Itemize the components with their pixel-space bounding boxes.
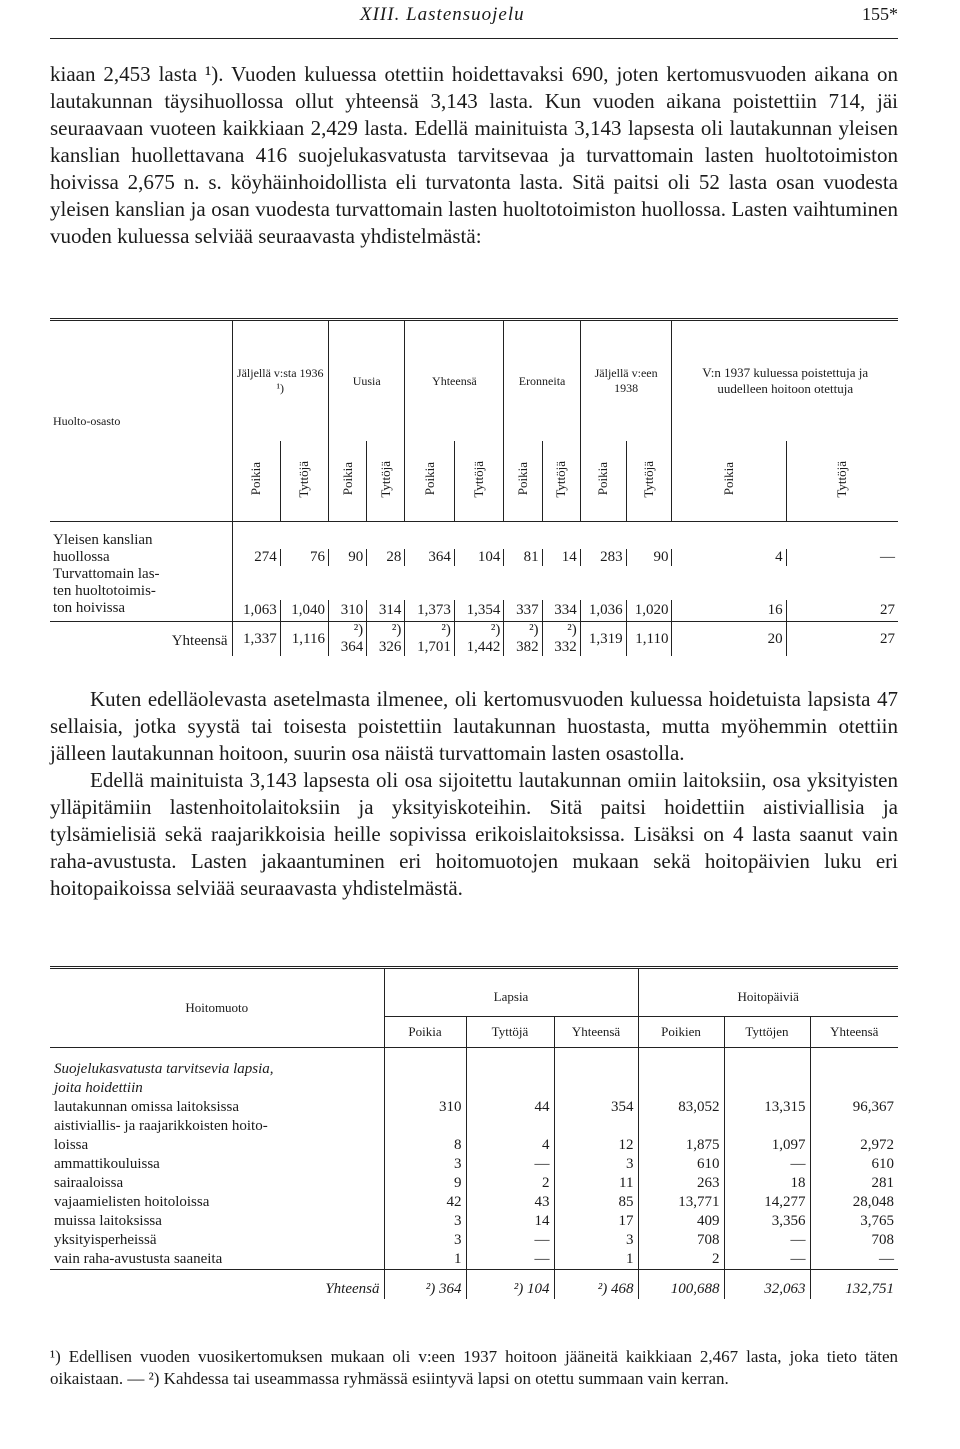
row-label: yksityisperheissä (54, 1232, 157, 1248)
table-row (50, 1155, 898, 1174)
cell: 3 (384, 1212, 466, 1231)
cell: 13,771 (638, 1193, 724, 1212)
cell: 263 (638, 1174, 724, 1193)
cell: ²) 364 (328, 622, 366, 657)
table-row (50, 566, 898, 583)
cell: 100,688 (638, 1270, 724, 1300)
table-row (50, 583, 898, 600)
cell: 1,063 (232, 600, 280, 622)
sub-header-tyttoja: Tyttöjä (834, 460, 850, 498)
total-label: Yhteensä (171, 632, 228, 649)
sub-header: Poikien (638, 1017, 724, 1048)
cell: 337 (504, 600, 542, 622)
cell: 4 (466, 1136, 554, 1155)
row-label: vain raha-avustusta saaneita (54, 1251, 223, 1267)
cell: 20 (672, 622, 786, 657)
cell: 1,319 (580, 622, 626, 657)
cell: 2,972 (810, 1136, 898, 1155)
middle-text (50, 686, 898, 902)
table-row (50, 1136, 898, 1155)
cell: 3 (554, 1231, 638, 1250)
table-total-row (50, 622, 898, 657)
table-row (50, 522, 898, 550)
sub-header: Yhteensä (554, 1017, 638, 1048)
sub-header-poikia: Poikia (514, 462, 530, 496)
cell: ²) 1,701 (405, 622, 454, 657)
cell: — (466, 1250, 554, 1270)
table-row (50, 549, 898, 566)
cell: 17 (554, 1212, 638, 1231)
cell: 1,097 (724, 1136, 810, 1155)
row-label: huollossa (53, 549, 110, 565)
cell: 76 (280, 549, 328, 566)
cell: 334 (542, 600, 580, 622)
cell: ²) 326 (367, 622, 405, 657)
cell: — (466, 1155, 554, 1174)
cell: 283 (580, 549, 626, 566)
row-label: vajaamielisten hoitoloissa (54, 1194, 210, 1210)
sub-header-poikia: Poikia (721, 462, 737, 496)
cell: 1,373 (405, 600, 454, 622)
sub-header-tyttoja: Tyttöjä (296, 460, 312, 498)
cell: 28 (367, 549, 405, 566)
row-label: ton hoivissa (53, 600, 126, 616)
cell: 409 (638, 1212, 724, 1231)
paragraph-1: kiaan 2,453 lasta ¹). Vuoden kuluessa otettiin hoidettavaksi 690, joten kertomusvuoden aikana on lautakunnan täysihuollossa ollut yhteensä 3,143 lasta. Kun vuoden aikana poistettiin 714, jäi seuraavaan vuoteen kaikkiaan 2,429 lasta. Edellä mainituista 3,143 lapsesta oli lautakunnan yleisen kanslian huollettavana 416 suojelukasvatusta tarvitsevaa ja turvattomain lasten huoltotoimiston hoivissa 2,675 n. s. köyhäinhoidollista eli turvatonta lasta. Sitä paitsi oli 52 lasta osan vuodesta yleisen kanslian ja osan vuodesta turvattomain lasten huoltotoimiston huollossa. Lasten vaihtuminen vuoden kuluessa selviää seuraavasta yhdistelmästä: (50, 62, 898, 248)
running-header (50, 0, 898, 39)
cell: 104 (454, 549, 503, 566)
table-row (50, 1231, 898, 1250)
cell: 1,036 (580, 600, 626, 622)
cell: 9 (384, 1174, 466, 1193)
sub-header-poikia: Poikia (595, 462, 611, 496)
cell: — (786, 549, 898, 566)
cell: 3,356 (724, 1212, 810, 1231)
cell: 83,052 (638, 1098, 724, 1117)
sub-header-poikia: Poikia (248, 462, 264, 496)
cell: 132,751 (810, 1270, 898, 1300)
col-group-3: Yhteensä (405, 320, 504, 442)
cell: 90 (328, 549, 366, 566)
cell: 1 (554, 1250, 638, 1270)
chapter-title: XIII. Lastensuojelu (360, 4, 525, 25)
cell: 32,063 (724, 1270, 810, 1300)
cell: 81 (504, 549, 542, 566)
cell: 13,315 (724, 1098, 810, 1117)
cell: 96,367 (810, 1098, 898, 1117)
cell: 28,048 (810, 1193, 898, 1212)
cell: 1,337 (232, 622, 280, 657)
cell: 16 (672, 600, 786, 622)
table-row (50, 1174, 898, 1193)
cell: 27 (786, 600, 898, 622)
section-heading: joita hoidettiin (54, 1080, 143, 1096)
cell: 90 (626, 549, 672, 566)
cell: 11 (554, 1174, 638, 1193)
cell: 2 (466, 1174, 554, 1193)
cell: ²) 382 (504, 622, 542, 657)
table-row (50, 1250, 898, 1270)
cell: 18 (724, 1174, 810, 1193)
cell: ²) 104 (466, 1270, 554, 1300)
section-heading: Suojelukasvatusta tarvitsevia lapsia, (54, 1061, 274, 1077)
cell: 3 (554, 1155, 638, 1174)
row-label: ammattikouluissa (54, 1156, 160, 1172)
cell: 3,765 (810, 1212, 898, 1231)
sub-header: Tyttöjen (724, 1017, 810, 1048)
cell: ²) 332 (542, 622, 580, 657)
row-label: Yleisen kanslian (53, 532, 153, 548)
page (50, 0, 898, 250)
table-row (50, 600, 898, 622)
cell: 14,277 (724, 1193, 810, 1212)
cell: — (724, 1250, 810, 1270)
row-label: aistiviallis- ja raajarikkoisten hoito- (54, 1118, 268, 1134)
cell: 14 (466, 1212, 554, 1231)
cell: 610 (810, 1155, 898, 1174)
cell: 281 (810, 1174, 898, 1193)
row-label: sairaaloissa (54, 1175, 124, 1191)
cell: ²) 1,442 (454, 622, 503, 657)
sub-header-poikia: Poikia (421, 462, 437, 496)
cell: 27 (786, 622, 898, 657)
cell: 1,354 (454, 600, 503, 622)
cell: 43 (466, 1193, 554, 1212)
cell: 1 (384, 1250, 466, 1270)
total-label: Yhteensä (325, 1281, 380, 1297)
col-header-huolto-osasto: Huolto-osasto (50, 320, 232, 522)
cell: 1,110 (626, 622, 672, 657)
sub-header-tyttoja: Tyttöjä (377, 460, 393, 498)
cell: 2 (638, 1250, 724, 1270)
cell: 314 (367, 600, 405, 622)
sub-header-poikia: Poikia (339, 462, 355, 496)
table-row (50, 1212, 898, 1231)
paragraph-2: Kuten edelläolevasta asetelmasta ilmenee, oli kertomusvuoden kuluessa hoidetuista lapsista 47 sellaisia, jotka syystä tai toisesta poistettiin lautakunnan huostasta, mutta myöhemmin otettiin jälleen lautakunnan hoitoon, suurin osa näistä turvattomain lasten osastolla. (50, 687, 898, 765)
col-header-hoitomuoto: Hoitomuoto (50, 968, 384, 1048)
cell: 1,020 (626, 600, 672, 622)
row-label: lautakunnan omissa laitoksissa (54, 1099, 239, 1115)
page-number: 155* (862, 4, 898, 24)
cell: ²) 468 (554, 1270, 638, 1300)
cell: 310 (384, 1098, 466, 1117)
sub-header-tyttoja: Tyttöjä (553, 460, 569, 498)
sub-header: Poikia (384, 1017, 466, 1048)
cell: 3 (384, 1231, 466, 1250)
cell: ²) 364 (384, 1270, 466, 1300)
cell: 364 (405, 549, 454, 566)
cell: 14 (542, 549, 580, 566)
row-label: ten huoltotoimis- (53, 583, 156, 599)
col-group-6: V:n 1937 kuluessa poistettuja ja uudelleen hoitoon otettuja (672, 320, 898, 442)
sub-header-tyttoja: Tyttöjä (641, 460, 657, 498)
cell: — (724, 1155, 810, 1174)
row-label: muissa laitoksissa (54, 1213, 162, 1229)
col-group-lapsia: Lapsia (384, 968, 638, 1017)
cell: 4 (672, 549, 786, 566)
cell: 8 (384, 1136, 466, 1155)
cell: 310 (328, 600, 366, 622)
footnote: ¹) Edellisen vuoden vuosikertomuksen mukaan oli v:een 1937 hoitoon jääneitä kaikkiaan 2,467 lasta, joka tieto täten oikaistaan. — ²) Kahdessa tai useammassa ryhmässä esiintyvä lapsi on otettu summaan vain kerran. (50, 1347, 898, 1388)
col-group-4: Eronneita (504, 320, 580, 442)
cell: 708 (638, 1231, 724, 1250)
cell: 354 (554, 1098, 638, 1117)
col-group-1: Jäljellä v:sta 1936 ¹) (232, 320, 328, 442)
table-row (50, 1098, 898, 1117)
cell: 42 (384, 1193, 466, 1212)
col-group-hoitopaivia: Hoitopäiviä (638, 968, 898, 1017)
paragraph-3: Edellä mainituista 3,143 lapsesta oli osa sijoitettu lautakunnan omiin laitoksiin, osa yksityisten ylläpitämiin lastenhoitolaitoksiin ja yksityiskoteihin. Sitä paitsi hoidettiin aistiviallisia ja tylsämielisiä sekä raajarikkoisia heille sopivissa erikoislaitoksissa. Lisäksi on 4 lasta saanut vain raha-avustusta. Lasten jakaantuminen eri hoitomuotojen mukaan sekä hoitopäivien luku eri hoitopaikoissa selviää seuraavasta yhdistelmästä. (50, 768, 898, 900)
cell: 610 (638, 1155, 724, 1174)
row-label: Turvattomain las- (53, 566, 160, 582)
row-label: loissa (54, 1137, 89, 1153)
table-row (50, 1193, 898, 1212)
table-child-turnover (50, 318, 898, 656)
cell: — (810, 1250, 898, 1270)
table-care-forms (50, 966, 898, 1299)
cell: 3 (384, 1155, 466, 1174)
cell: 85 (554, 1193, 638, 1212)
cell: 44 (466, 1098, 554, 1117)
cell: 1,116 (280, 622, 328, 657)
sub-header-tyttoja: Tyttöjä (471, 460, 487, 498)
sub-header: Yhteensä (810, 1017, 898, 1048)
col-group-2: Uusia (328, 320, 404, 442)
sub-header: Tyttöjä (466, 1017, 554, 1048)
col-group-5: Jäljellä v:een 1938 (580, 320, 672, 442)
table1-body (50, 522, 898, 657)
cell: — (724, 1231, 810, 1250)
cell: — (466, 1231, 554, 1250)
cell: 708 (810, 1231, 898, 1250)
cell: 274 (232, 549, 280, 566)
cell: 12 (554, 1136, 638, 1155)
cell: 1,040 (280, 600, 328, 622)
table-total-row (50, 1270, 898, 1300)
cell: 1,875 (638, 1136, 724, 1155)
